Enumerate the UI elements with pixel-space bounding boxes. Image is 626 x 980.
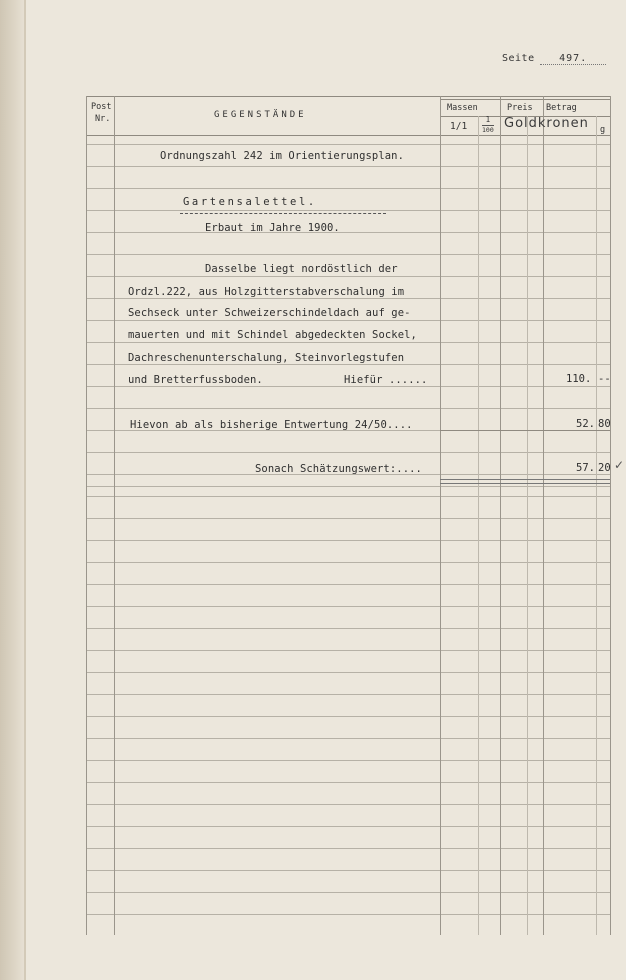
rule-row: [86, 562, 610, 563]
header-amount: Betrag: [546, 103, 577, 113]
rule-row: [86, 342, 610, 343]
header-g: g: [600, 125, 606, 135]
header-price: Preis: [507, 103, 533, 113]
page-number: [502, 53, 587, 64]
rule-row: [86, 254, 610, 255]
rule-row: [86, 892, 610, 893]
rule-row: [86, 386, 610, 387]
line-ordnungszahl: Ordnungszahl 242 im Orientierungsplan.: [160, 150, 405, 162]
title-underline: [180, 213, 386, 214]
line-desc-2: Ordzl.222, aus Holzgitterstabverschalung im: [128, 286, 405, 298]
rule-column: [527, 116, 528, 935]
rule-row: [86, 166, 610, 167]
rule-row: [86, 848, 610, 849]
rule-row: [86, 276, 610, 277]
binding-shadow: [0, 0, 26, 980]
amount-heller-2: 80: [598, 418, 611, 430]
depreciation-underline: [440, 430, 610, 431]
rule-row: [86, 320, 610, 321]
rule-top-2: [440, 99, 610, 100]
rule-row: [86, 518, 610, 519]
amount-heller-1: --: [598, 373, 611, 385]
rule-row: [86, 452, 610, 453]
line-desc-5: Dachreschenunterschalung, Steinvorlegstufen: [128, 352, 405, 364]
rule-row: [86, 716, 610, 717]
line-depreciation: Hievon ab als bisherige Entwertung 24/50....: [130, 419, 413, 431]
line-built: Erbaut im Jahre 1900.: [205, 222, 340, 234]
rule-row: [86, 694, 610, 695]
rule-row: [86, 650, 610, 651]
subtotal-underline: [440, 479, 610, 484]
rule-row: [86, 408, 610, 409]
rule-column: [440, 96, 441, 935]
amount-heller-3: 20: [598, 462, 611, 474]
rule-row: [86, 364, 610, 365]
rule-row: [86, 144, 610, 145]
rule-row: [86, 628, 610, 629]
rule-row: [86, 914, 610, 915]
rule-row: [86, 826, 610, 827]
line-title: Gartensalettel.: [183, 196, 317, 208]
rule-row: [86, 584, 610, 585]
line-desc-3: Sechseck unter Schweizerschindeldach auf ge-: [128, 307, 411, 319]
rule-header-bottom: [86, 135, 610, 136]
rule-row: [86, 782, 610, 783]
amount-crowns-3: 57.: [576, 462, 595, 474]
rule-column: [478, 116, 479, 935]
page-label: Seite: [502, 53, 535, 64]
line-desc-1: Dasselbe liegt nordöstlich der: [205, 263, 398, 275]
rule-row: [86, 804, 610, 805]
line-estimate: Sonach Schätzungswert:....: [255, 463, 422, 475]
line-desc-4: mauerten und mit Schindel abgedeckten Sockel,: [128, 329, 417, 341]
header-post-line1: Post: [91, 102, 112, 112]
header-masses-fraction: [482, 116, 494, 133]
rule-row: [86, 870, 610, 871]
rule-top: [86, 96, 610, 97]
rule-row: [86, 540, 610, 541]
header-masses: Massen: [447, 103, 478, 113]
margin-check-mark: ✓: [614, 458, 625, 472]
rule-column: [500, 96, 501, 935]
rule-column: [596, 116, 597, 935]
header-masses-whole: 1/1: [450, 121, 468, 132]
page-number-value: 497.: [559, 53, 588, 64]
page-number-rule: [540, 64, 606, 65]
rule-row: [86, 760, 610, 761]
header-post: [91, 103, 111, 123]
line-hiefur: Hiefür ......: [344, 374, 428, 386]
binding-edge: [24, 0, 26, 980]
header-currency-stamp: Goldkronen: [504, 116, 589, 131]
rule-row: [86, 486, 610, 487]
rule-row: [86, 210, 610, 211]
rule-row: [86, 672, 610, 673]
rule-column: [610, 96, 611, 935]
rule-row: [86, 738, 610, 739]
rule-row: [86, 496, 610, 497]
rule-row: [86, 188, 610, 189]
fraction-numerator: 1: [485, 115, 491, 124]
fraction-denominator: 100: [482, 125, 494, 134]
amount-crowns-1: 110.: [566, 373, 592, 385]
rule-column: [86, 96, 87, 935]
amount-crowns-2: 52.: [576, 418, 595, 430]
rule-row: [86, 298, 610, 299]
rule-column: [114, 96, 115, 935]
header-post-line2: Nr.: [95, 113, 111, 124]
rule-column: [543, 96, 544, 935]
rule-row: [86, 232, 610, 233]
rule-row: [86, 606, 610, 607]
header-items: GEGENSTÄNDE: [214, 110, 307, 120]
line-desc-6: und Bretterfussboden.: [128, 374, 263, 386]
